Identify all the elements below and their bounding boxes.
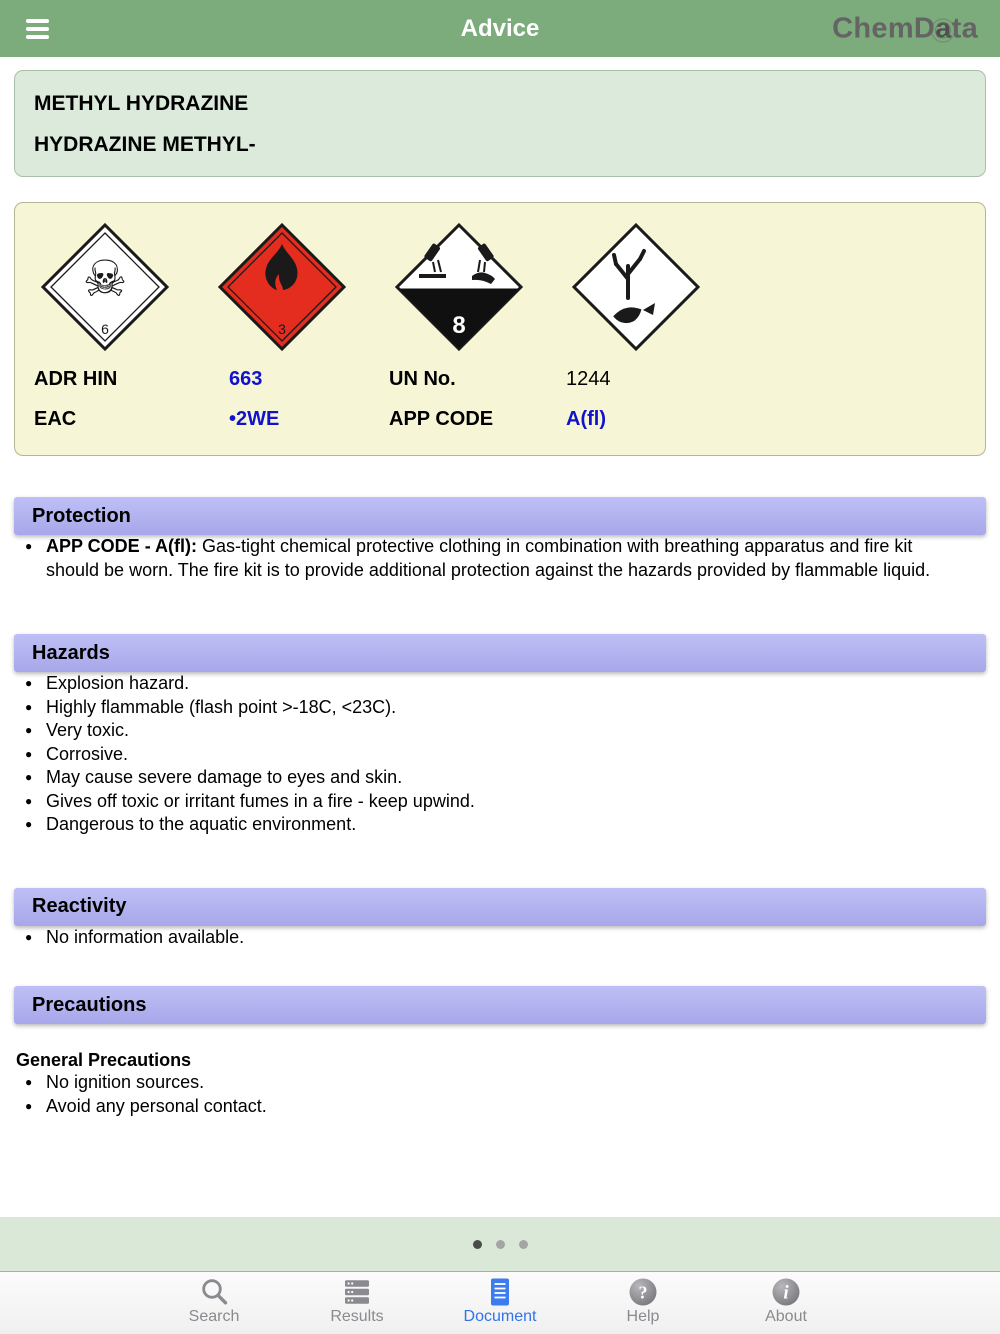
- precaution-item: ● No ignition sources.: [25, 1071, 966, 1095]
- section-header-precautions: Precautions: [14, 986, 986, 1024]
- protection-item-lead: APP CODE - A(fl):: [46, 536, 197, 556]
- class-number: 8: [452, 312, 466, 339]
- logo-text-right: ta: [951, 12, 978, 44]
- tab-document[interactable]: [429, 1272, 572, 1334]
- field-label-eac: EAC: [34, 408, 77, 430]
- tab-help[interactable]: [572, 1272, 715, 1334]
- skull-crossbones-icon: ☠: [82, 250, 128, 308]
- hazard-placard-card: [14, 202, 986, 456]
- hazard-item: ● Explosion hazard.: [25, 672, 966, 696]
- field-label-adr-hin: ADR HIN: [34, 368, 118, 390]
- svg-text:?: ?: [638, 1282, 648, 1303]
- hazard-item: ● May cause severe damage to eyes and skin.: [25, 766, 966, 790]
- page-control[interactable]: [0, 1217, 1000, 1271]
- tab-bar: [0, 1271, 1000, 1334]
- hazard-item: ● Highly flammable (flash point >-18C, <23C).: [25, 696, 966, 720]
- chemical-name-primary: METHYL HYDRAZINE: [34, 92, 249, 115]
- tab-about[interactable]: [715, 1272, 858, 1334]
- list-stack-icon: [342, 1277, 372, 1307]
- protection-list: [0, 535, 1000, 582]
- hazard-item: ● Dangerous to the aquatic environment.: [25, 813, 966, 837]
- tab-label-document: Document: [463, 1308, 537, 1325]
- hazards-list: [0, 672, 1000, 837]
- tab-results[interactable]: [286, 1272, 429, 1334]
- tab-label-results: Results: [330, 1308, 384, 1325]
- field-value-adr-hin-link[interactable]: 663: [229, 368, 263, 390]
- reactivity-item: ● No information available.: [25, 926, 966, 950]
- field-value-eac-link[interactable]: •2WE: [229, 408, 280, 430]
- logo-text-left: ChemD: [832, 12, 936, 44]
- protection-item: [25, 535, 966, 582]
- environment-placard-icon: [571, 222, 701, 352]
- section-header-protection: Protection: [14, 497, 986, 535]
- page-dot-active: [473, 1240, 482, 1249]
- corrosive-class8-placard-icon: [394, 222, 524, 352]
- hazard-item: ● Corrosive.: [25, 743, 966, 767]
- section-header-hazards: Hazards: [14, 634, 986, 672]
- chemical-name-card: [14, 70, 986, 177]
- hazard-item: ● Gives off toxic or irritant fumes in a fire - keep upwind.: [25, 790, 966, 814]
- document-icon: [485, 1277, 515, 1307]
- precaution-item: ● Avoid any personal contact.: [25, 1095, 966, 1119]
- flammable-class3-placard-icon: [217, 222, 347, 352]
- reactivity-list: [0, 926, 1000, 950]
- question-circle-icon: [628, 1277, 658, 1307]
- tab-label-search: Search: [188, 1308, 240, 1325]
- class-number: 6: [101, 321, 109, 337]
- field-value-app-code-link[interactable]: A(fl): [566, 408, 606, 430]
- svg-text:i: i: [783, 1282, 789, 1304]
- placard-diamonds-row: [34, 221, 971, 353]
- section-header-reactivity: Reactivity: [14, 888, 986, 926]
- page-dot: [496, 1240, 505, 1249]
- placard-fields: [34, 368, 971, 431]
- hazard-item: ● Very toxic.: [25, 719, 966, 743]
- precautions-list: [0, 1071, 1000, 1118]
- page-title: Advice: [460, 14, 540, 42]
- precautions-subheading: General Precautions: [16, 1050, 192, 1070]
- tab-label-about: About: [765, 1308, 807, 1325]
- info-circle-icon: [771, 1277, 801, 1307]
- page-dot: [519, 1240, 528, 1249]
- field-label-un-no: UN No.: [389, 368, 456, 390]
- field-value-un-no: 1244: [566, 368, 611, 390]
- toxic-class6-placard-icon: [40, 222, 170, 352]
- tab-search[interactable]: [143, 1272, 286, 1334]
- field-label-app-code: APP CODE: [389, 408, 494, 430]
- chemdata-logo: [832, 12, 978, 45]
- protection-item-text: Gas-tight chemical protective clothing in combination with breathing apparatus and fire kit should be worn. The fire kit is to provide additional protection against the hazards provided by flammable liquid.: [46, 536, 931, 580]
- magnifier-icon: [199, 1277, 229, 1307]
- chemical-name-secondary: HYDRAZINE METHYL-: [34, 133, 256, 156]
- tab-label-help: Help: [626, 1308, 660, 1325]
- class-number: 3: [278, 321, 286, 337]
- logo-ripple-letter: a: [935, 12, 951, 45]
- top-bar: [0, 0, 1000, 57]
